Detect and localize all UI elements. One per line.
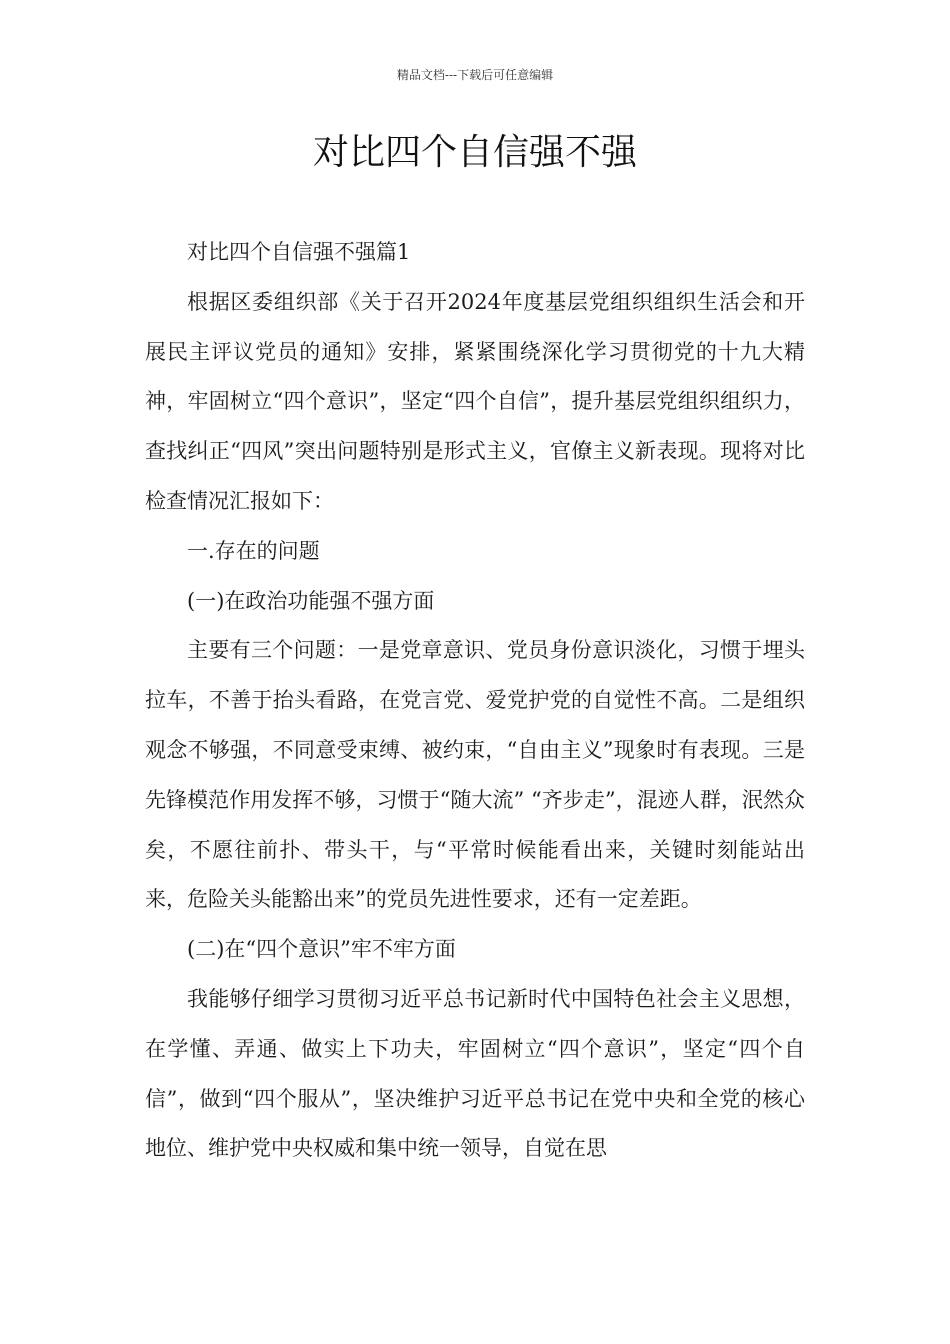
four-consciousness-paragraph: 我能够仔细学习贯彻习近平总书记新时代中国特色社会主义思想，在学懂、弄通、做实上下功夫，牢固树立“四个意识”，坚定“四个自信”，做到“四个服从”，坚决维护习近平总书记在党中央和全党的核心地位、维护党中央权威和集中统一领导，自觉在思: [145, 986, 805, 1161]
section-heading-part1: 对比四个自信强不强篇1: [187, 240, 411, 264]
section-heading-problems: 一.存在的问题: [187, 538, 320, 563]
document-body: [145, 228, 805, 1174]
subsection-heading-political-function: (一)在政治功能强不强方面: [187, 588, 435, 613]
intro-paragraph: 根据区委组织部《关于召开2024年度基层党组织组织生活会和开展民主评议党员的通知》安排，紧紧围绕深化学习贯彻党的十九大精神，牢固树立“四个意识”，坚定“四个自信”，提升基层党组织组织力，查找纠正“四风”突出问题特别是形式主义，官僚主义新表现。现将对比检查情况汇报如下：: [145, 289, 805, 513]
political-function-paragraph: 主要有三个问题：一是党章意识、党员身份意识淡化，习惯于埋头拉车，不善于抬头看路，在党言党、爱党护党的自觉性不高。二是组织观念不够强，不同意受束缚、被约束，“自由主义”现象时有表现。三是先锋模范作用发挥不够，习惯于“随大流” “齐步走”，混迹人群，泯然众矣，不愿往前扑、带头干，与“平常时候能看出来，关键时刻能站出来，危险关头能豁出来”的党员先进性要求，还有一定差距。: [145, 638, 805, 912]
page-header: 精品文档---下载后可任意编辑: [396, 68, 554, 82]
subsection-heading-four-consciousness: (二)在“四个意识”牢不牢方面: [187, 937, 456, 962]
document-title: 对比四个自信强不强: [312, 132, 637, 173]
